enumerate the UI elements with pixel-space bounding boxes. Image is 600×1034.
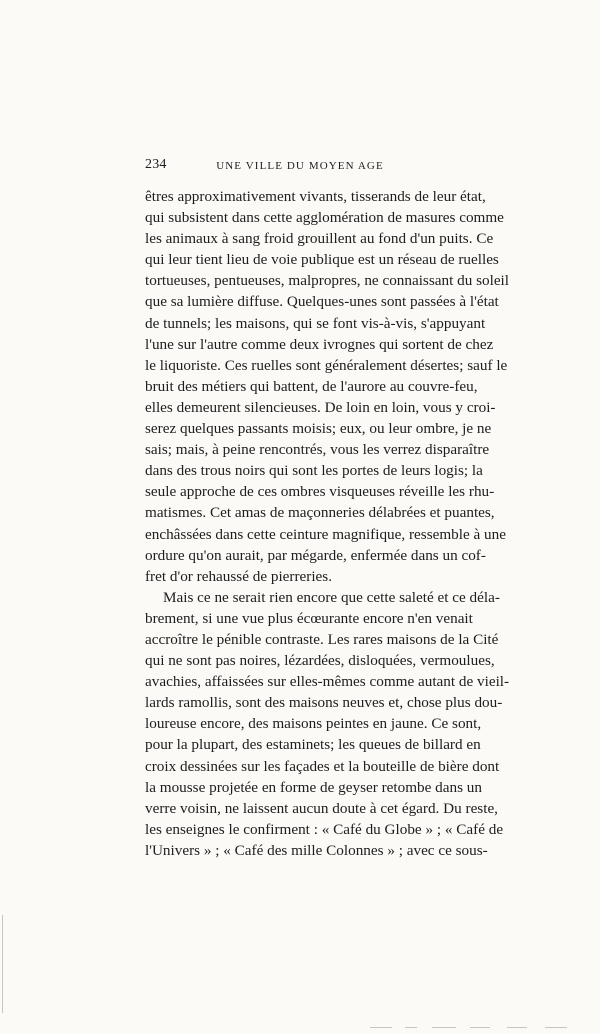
scan-edge-mark	[507, 1027, 527, 1028]
text-line: matismes. Cet amas de maçonneries délabrées et puantes,	[145, 504, 495, 522]
text-line: seule approche de ces ombres visqueuses réveille les rhu-	[145, 483, 495, 501]
scan-edge-mark	[405, 1027, 417, 1028]
text-line: que sa lumière diffuse. Quelques-unes sont passées à l'état	[145, 293, 499, 311]
body-text	[145, 186, 510, 861]
text-line: enchâssées dans cette ceinture magnifique, ressemble à une	[145, 525, 506, 543]
text-line: les animaux à sang froid grouillent au fond d'un puits. Ce	[145, 230, 494, 248]
text-line: tortueuses, pentueuses, malpropres, ne connaissant du soleil	[145, 272, 509, 290]
text-line: bruit des métiers qui battent, de l'aurore au couvre-feu,	[145, 377, 478, 395]
scan-edge-mark	[545, 1027, 567, 1028]
page-number: 234	[145, 157, 167, 172]
scan-edge-mark	[370, 1027, 392, 1028]
text-line: la mousse projetée en forme de geyser retombe dans un	[145, 778, 482, 796]
scan-edge-mark	[432, 1027, 456, 1028]
scan-edge-mark	[470, 1027, 490, 1028]
text-line: l'une sur l'autre comme deux ivrognes qui sortent de chez	[145, 335, 494, 353]
running-head	[145, 156, 455, 178]
scan-edge-mark	[2, 915, 3, 1013]
text-line: ordure qu'on aurait, par mégarde, enfermée dans un cof-	[145, 546, 486, 564]
text-line: de tunnels; les maisons, qui se font vis-à-vis, s'appuyant	[145, 314, 486, 332]
text-line: elles demeurent silencieuses. De loin en loin, vous y croi-	[145, 398, 496, 416]
book-page	[145, 156, 510, 861]
text-line: qui subsistent dans cette agglomération de masures comme	[145, 209, 504, 227]
text-line: lards ramollis, sont des maisons neuves et, chose plus dou-	[145, 694, 503, 712]
text-line: Mais ce ne serait rien encore que cette saleté et ce déla-	[163, 588, 500, 606]
running-title: UNE VILLE DU MOYEN AGE	[216, 160, 384, 172]
text-line: loureuse encore, des maisons peintes en jaune. Ce sont,	[145, 715, 482, 733]
text-line: les enseignes le confirment : « Café du Globe » ; « Café de	[145, 820, 504, 838]
text-line: croix dessinées sur les façades et la bouteille de bière dont	[145, 757, 500, 775]
text-line: qui ne sont pas noires, lézardées, disloquées, vermoulues,	[145, 652, 495, 670]
text-line: avachies, affaissées sur elles-mêmes comme autant de vieil-	[145, 673, 510, 691]
text-line: le liquoriste. Ces ruelles sont généralement désertes; sauf le	[145, 356, 508, 374]
text-line: dans des trous noirs qui sont les portes de leurs logis; la	[145, 462, 483, 480]
text-line: sais; mais, à peine rencontrés, vous les verrez disparaître	[145, 441, 490, 459]
text-line: l'Univers » ; « Café des mille Colonnes » ; avec ce sous-	[145, 841, 488, 859]
text-line: êtres approximativement vivants, tisserands de leur état,	[145, 188, 486, 205]
text-line: verre voisin, ne laissent aucun doute à cet égard. Du reste,	[145, 799, 498, 817]
text-line: pour la plupart, des estaminets; les queues de billard en	[145, 736, 481, 754]
text-line: brement, si une vue plus écœurante encore n'en venait	[145, 609, 473, 627]
text-line: accroître le pénible contraste. Les rares maisons de la Cité	[145, 630, 499, 648]
text-line: serez quelques passants moisis; eux, ou leur ombre, je ne	[145, 420, 492, 438]
text-line: qui leur tient lieu de voie publique est un réseau de ruelles	[145, 251, 499, 269]
text-line: fret d'or rehaussé de pierreries.	[145, 567, 333, 585]
